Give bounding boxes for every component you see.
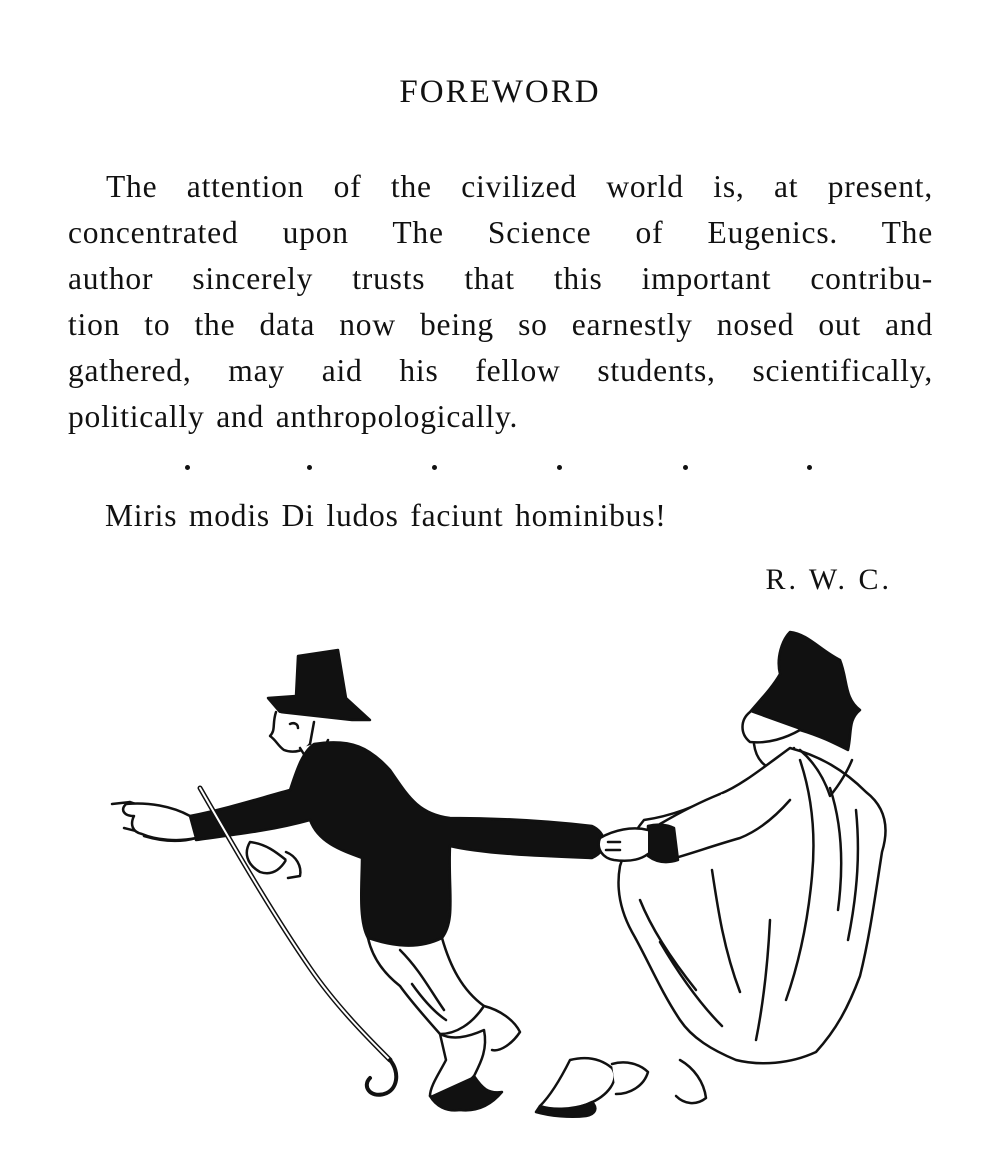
woman-figure <box>536 632 885 1117</box>
foreword-paragraph <box>68 164 933 440</box>
divider-dot <box>557 465 562 470</box>
divider-dot <box>185 465 190 470</box>
page-title: FOREWORD <box>399 74 601 110</box>
paragraph-line: gathered, may aid his fellow students, scientifically, <box>68 353 933 388</box>
paragraph-line: The attention of the civilized world is, at present, <box>106 169 933 204</box>
author-signature: R. W. C. <box>765 563 892 596</box>
divider-dot <box>683 465 688 470</box>
man-figure <box>112 650 604 1110</box>
paragraph-line: author sincerely trusts that this important contribu- <box>68 261 933 296</box>
divider-dot <box>432 465 437 470</box>
couple-tug-illustration-icon <box>100 620 900 1120</box>
paragraph-line: concentrated upon The Science of Eugenics. The <box>68 215 933 250</box>
divider-dot <box>807 465 812 470</box>
paragraph-line: politically and anthropologically. <box>68 399 519 434</box>
divider-dot <box>307 465 312 470</box>
ellipsis-divider <box>100 455 870 485</box>
latin-quote: Miris modis Di ludos faciunt hominibus! <box>105 498 667 533</box>
paragraph-line: tion to the data now being so earnestly nosed out and <box>68 307 933 342</box>
